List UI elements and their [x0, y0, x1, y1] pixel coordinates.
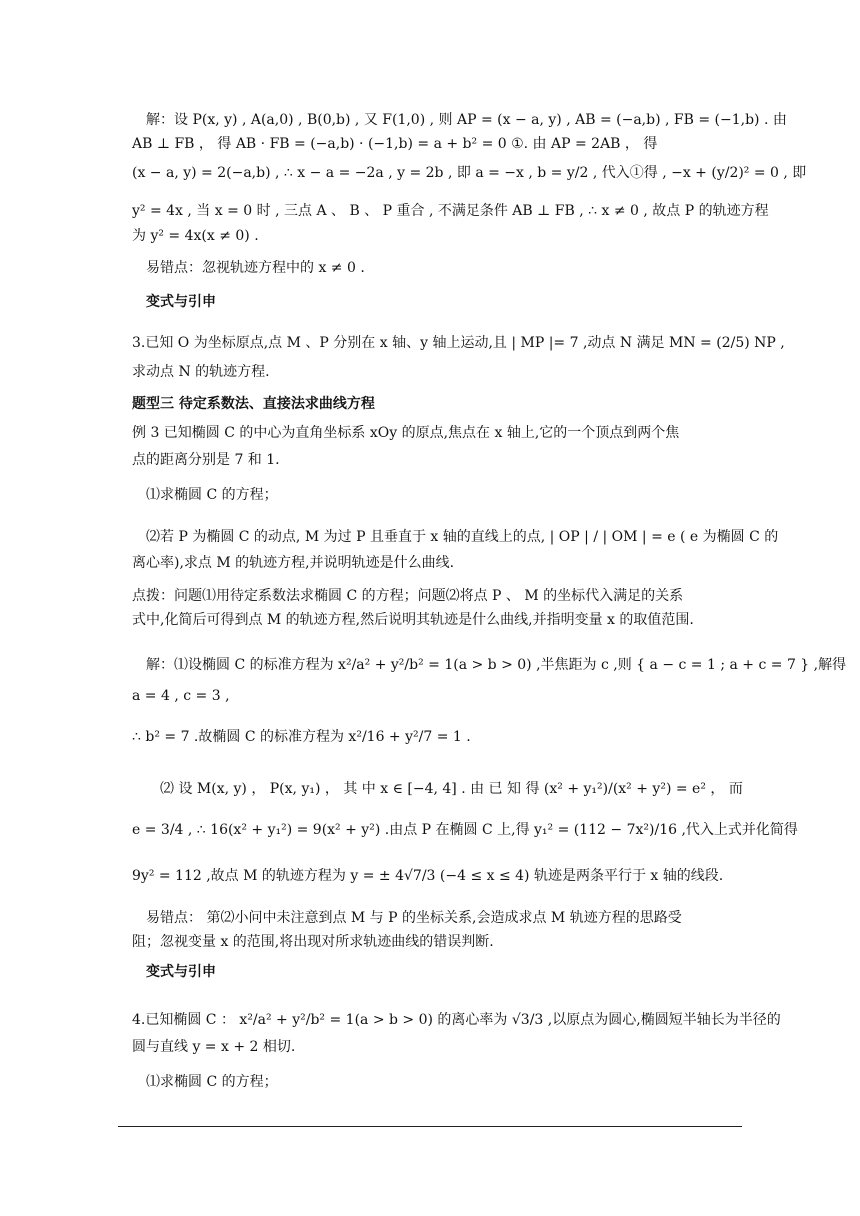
error-note: 易错点： 第⑵小问中未注意到点 M 与 P 的坐标关系,会造成求点 M 轨迹方程的思路受 [146, 910, 682, 926]
solution-paragraph: 9y² = 112 ,故点 M 的轨迹方程为 y = ± 4√7/3 (−4 ≤ x ≤ 4) 轨迹是两条平行于 x 轴的线段. [132, 868, 724, 884]
solution-paragraph: 为 y² = 4x(x ≠ 0) . [132, 228, 259, 244]
example-3-part-2: ⑵若 P 为椭圆 C 的动点, M 为过 P 且垂直于 x 轴的直线上的点, | OP | / | OM | = e ( e 为椭圆 C 的 [146, 529, 779, 545]
exercise-3: 3.已知 O 为坐标原点,点 M 、P 分别在 x 轴、y 轴上运动,且 | MP |= 7 ,动点 N 满足 MN = (2/5) NP , [132, 335, 785, 351]
solution-paragraph: ⑵ 设 M(x, y) ， P(x, y₁) ， 其 中 x ∈ [−4, 4] . 由 已 知 得 (x² + y₁²)/(x² + y²) = e² ， 而 [160, 781, 743, 797]
solution-paragraph: (x − a, y) = 2(−a,b) , ∴ x − a = −2a , y = 2b , 即 a = −x , b = y/2 , 代入①得 , −x + (y/2)² = 0 , 即 [132, 165, 807, 181]
solution-paragraph: 解：设 P(x, y) , A(a,0) , B(0,b) , 又 F(1,0) , 则 AP = (x − a, y) , AB = (−a,b) , FB = (−1,b) . 由 [146, 112, 787, 128]
section-heading: 变式与引申 [146, 294, 216, 310]
footer-rule [118, 1126, 742, 1127]
error-note: 阻；忽视变量 x 的范围,将出现对所求轨迹曲线的错误判断. [132, 934, 494, 950]
example-3-part-1: ⑴求椭圆 C 的方程； [146, 487, 278, 503]
example-3-part-2: 离心率),求点 M 的轨迹方程,并说明轨迹是什么曲线. [132, 555, 455, 571]
solution-paragraph: e = 3/4 , ∴ 16(x² + y₁²) = 9(x² + y²) .由点 P 在椭圆 C 上,得 y₁² = (112 − 7x²)/16 ,代入上式并化简得 [132, 822, 798, 838]
solution-paragraph: a = 4 , c = 3 , [132, 688, 230, 704]
solution-paragraph: ∴ b² = 7 .故椭圆 C 的标准方程为 x²/16 + y²/7 = 1 . [132, 729, 471, 745]
hint-paragraph: 式中,化简后可得到点 M 的轨迹方程,然后说明其轨迹是什么曲线,并指明变量 x 的取值范围. [132, 612, 694, 628]
solution-paragraph: y² = 4x , 当 x = 0 时 , 三点 A 、 B 、 P 重合 , 不满足条件 AB ⊥ FB , ∴ x ≠ 0 , 故点 P 的轨迹方程 [132, 203, 769, 219]
example-3: 例 3 已知椭圆 C 的中心为直角坐标系 xOy 的原点,焦点在 x 轴上,它的一个顶点到两个焦 [132, 425, 680, 441]
hint-paragraph: 点拨：问题⑴用待定系数法求椭圆 C 的方程；问题⑵将点 P 、 M 的坐标代入满足的关系 [132, 588, 684, 604]
exercise-4: 4.已知椭圆 C ： x²/a² + y²/b² = 1(a > b > 0) 的离心率为 √3/3 ,以原点为圆心,椭圆短半轴长为半径的 [132, 1012, 781, 1028]
exercise-4-part-1: ⑴求椭圆 C 的方程； [146, 1074, 278, 1090]
error-note: 易错点：忽视轨迹方程中的 x ≠ 0 . [146, 260, 365, 276]
example-3: 点的距离分别是 7 和 1. [132, 452, 280, 468]
exercise-4: 圆与直线 y = x + 2 相切. [132, 1039, 296, 1055]
exercise-3: 求动点 N 的轨迹方程. [132, 364, 270, 380]
topic-heading: 题型三 待定系数法、直接法求曲线方程 [132, 396, 375, 412]
section-heading: 变式与引申 [146, 964, 216, 980]
solution-paragraph: 解：⑴设椭圆 C 的标准方程为 x²/a² + y²/b² = 1(a > b > 0) ,半焦距为 c ,则 { a − c = 1 ; a + c = 7 } ,解得 [146, 657, 847, 673]
solution-paragraph: AB ⊥ FB ， 得 AB · FB = (−a,b) · (−1,b) = a + b² = 0 ①. 由 AP = 2AB ， 得 [132, 136, 658, 152]
